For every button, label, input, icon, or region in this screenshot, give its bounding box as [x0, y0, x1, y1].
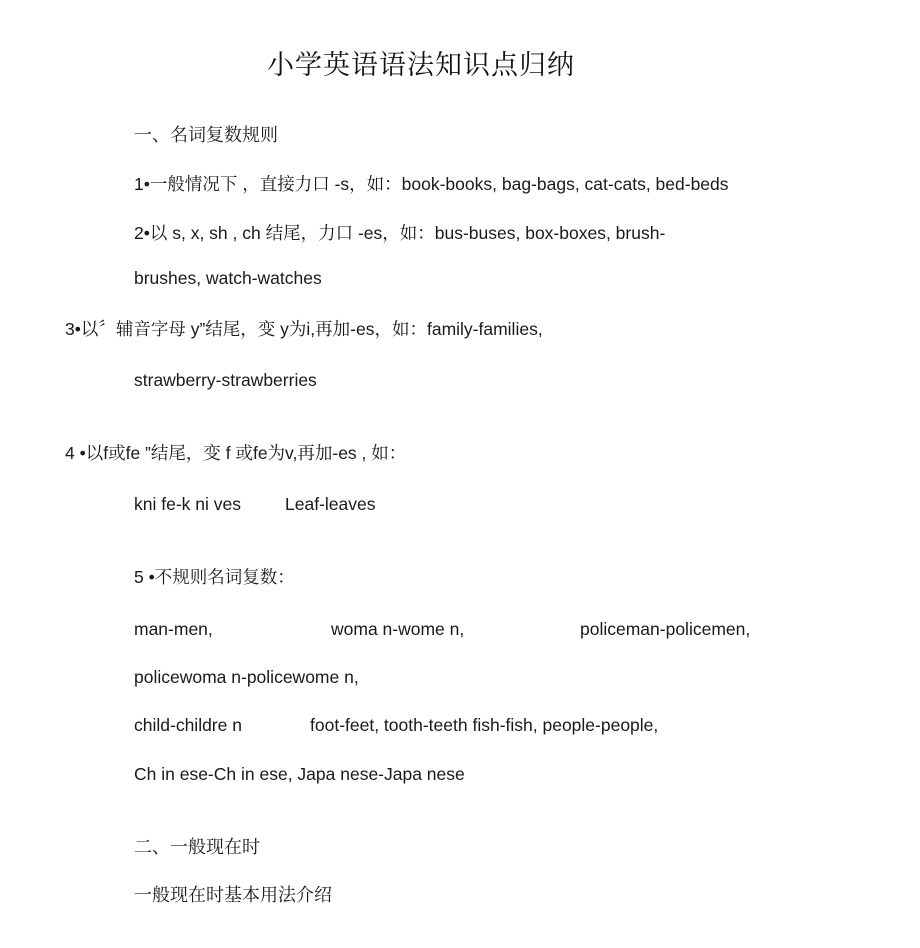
rule-3-line-2: strawberry-strawberries — [134, 370, 317, 390]
rule-3-line-1: 3•以〞辅音字母 y”结尾，变 y为i,再加-es，如：family-families, — [65, 319, 543, 339]
irregular-woman: woma n-wome n, — [331, 619, 465, 639]
irregular-foot-tooth-fish-people: foot-feet, tooth-teeth fish-fish, people-people, — [310, 715, 659, 735]
rule-4-example-leaf: Leaf-leaves — [285, 494, 376, 514]
present-simple-subheading: 一般现在时基本用法介绍 — [134, 885, 332, 906]
rule-1: 1•一般情况下 ，直接力口 -s，如：book-books, bag-bags, cat-cats, bed-beds — [134, 174, 729, 194]
irregular-child: child-childre n — [134, 715, 242, 735]
rule-2-line-2: brushes, watch-watches — [134, 268, 322, 288]
rule-2-line-1: 2•以 s, x, sh , ch 结尾，力口 -es，如：bus-buses, box-boxes, brush- — [134, 223, 666, 243]
irregular-policewoman: policewoma n-policewome n, — [134, 667, 359, 687]
irregular-man: man-men, — [134, 619, 213, 639]
irregular-policeman: policeman-policemen, — [580, 619, 751, 639]
section-heading-present-simple: 二、一般现在时 — [134, 837, 260, 858]
rule-4-example-knife: kni fe-k ni ves — [134, 494, 241, 514]
document-title: 小学英语语法知识点归纳 — [267, 50, 575, 81]
rule-4-line-1: 4 •以f或fe ”结尾，变 f 或fe为v,再加-es , 如： — [65, 443, 407, 463]
irregular-chinese-japanese: Ch in ese-Ch in ese, Japa nese-Japa nese — [134, 764, 465, 784]
rule-5-heading: 5 •不规则名词复数： — [134, 567, 295, 587]
section-heading-noun-plurals: 一、名词复数规则 — [134, 125, 278, 146]
